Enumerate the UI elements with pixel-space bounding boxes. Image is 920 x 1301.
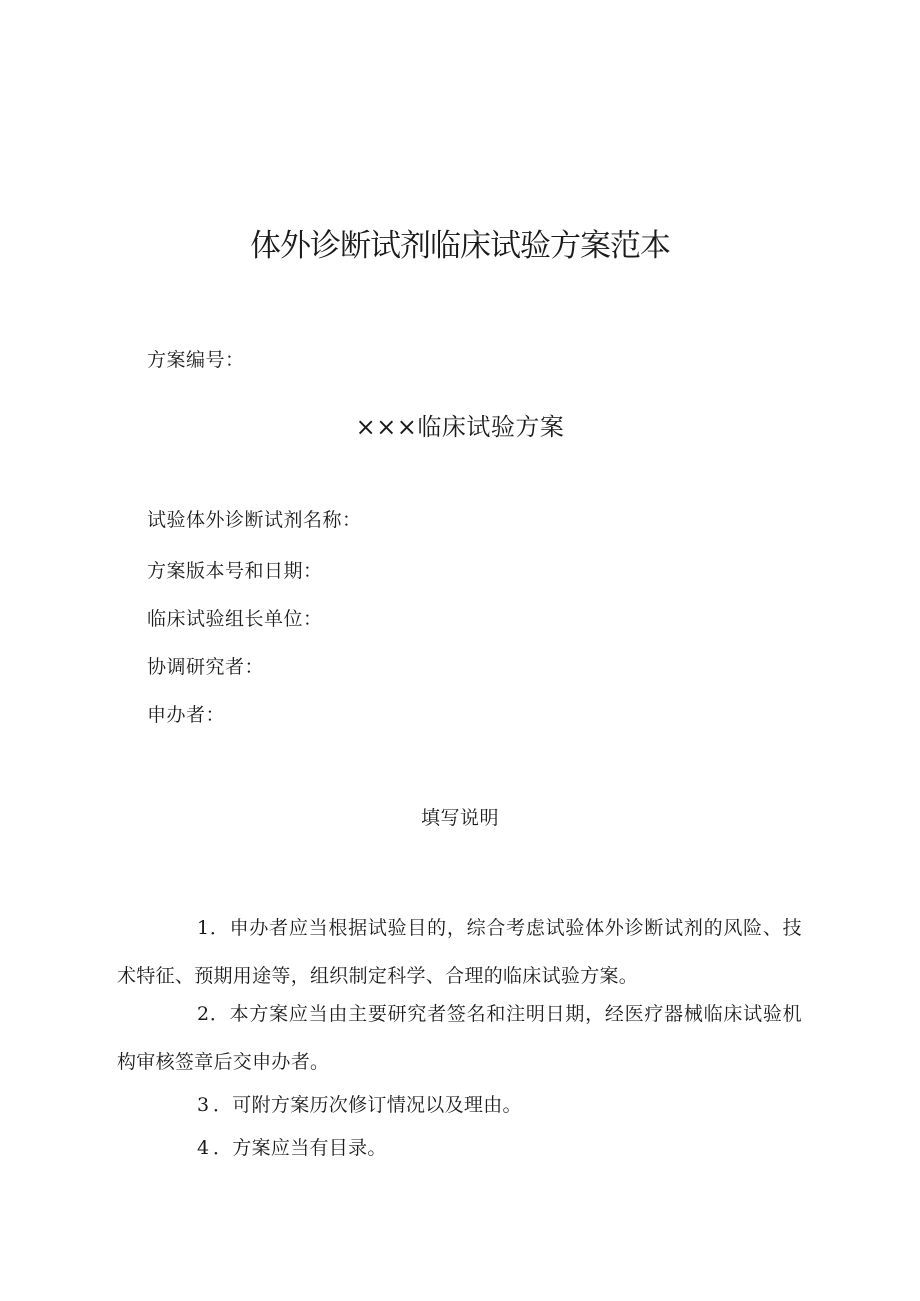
instruction-text: ．可附方案历次修订情况以及理由。 [213, 1094, 522, 1116]
instruction-text: ．方案应当有目录。 [213, 1137, 387, 1159]
instruction-item [117, 1124, 802, 1172]
instruction-item [117, 904, 802, 1000]
instruction-number: 2 [197, 1003, 210, 1025]
document-title: 体外诊断试剂临床试验方案范本 [250, 228, 670, 264]
instruction-number: 1 [197, 917, 210, 939]
protocol-title: ×××临床试验方案 [355, 413, 565, 441]
field-version-date: 方案版本号和日期： [147, 560, 323, 582]
field-leading-unit: 临床试验组长单位： [147, 608, 323, 630]
field-device-name: 试验体外诊断试剂名称： [147, 509, 362, 531]
instructions-heading: 填写说明 [420, 807, 499, 829]
protocol-number-label: 方案编号： [147, 349, 245, 371]
instruction-item [117, 1081, 802, 1129]
instruction-item [117, 990, 802, 1086]
field-coordinating-investigator: 协调研究者： [147, 656, 265, 678]
instruction-number: 3 [197, 1094, 210, 1116]
instruction-text: ．申办者应当根据试验目的，综合考虑试验体外诊断试剂的风险、技术特征、预期用途等，组织制定科学、合理的临床试验方案。 [117, 917, 802, 987]
instruction-text: ．本方案应当由主要研究者签名和注明日期，经医疗器械临床试验机构审核签章后交申办者。 [117, 1003, 802, 1073]
instruction-number: 4 [197, 1137, 210, 1159]
field-sponsor: 申办者： [147, 704, 226, 726]
